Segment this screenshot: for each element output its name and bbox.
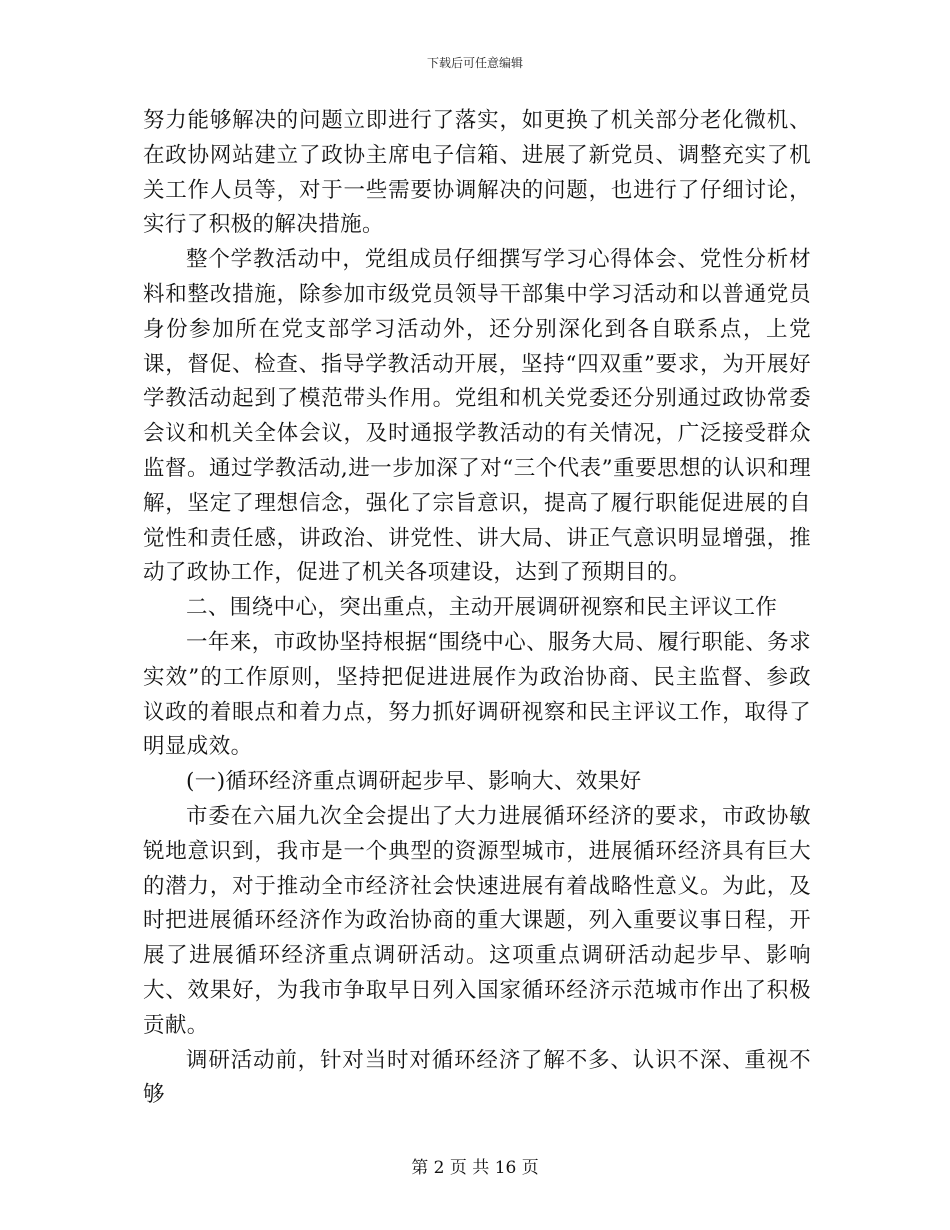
paragraph-2: 整个学教活动中，党组成员仔细撰写学习心得体会、党性分析材料和整改措施，除参加市级党员领导干部集中学习活动和以普通党员身份参加所在党支部学习活动外，还分别深化到各自联系点，上党课，督促、检查、指导学教活动开展，坚持“四双重”要求，为开展好学教活动起到了模范带头作用。党组和机关党委还分别通过政协常委会议和机关全体会议，及时通报学教活动的有关情况，广泛接受群众监督。通过学教活动,进一步加深了对“三个代表”重要思想的认识和理解，坚定了理想信念，强化了宗旨意识，提高了履行职能促进展的自觉性和责任感，讲政治、讲党性、讲大局、讲正气意识明显增强，推动了政协工作，促进了机关各项建设，达到了预期目的。 (143, 247, 811, 586)
paragraph-5: 调研活动前，针对当时对循环经济了解不多、认识不深、重视不够 (143, 1047, 811, 1108)
paragraph-4: 市委在六届九次全会提出了大力进展循环经济的要求，市政协敏锐地意识到，我市是一个典型的资源型城市，进展循环经济具有巨大的潜力，对于推动全市经济社会快速进展有着战略性意义。为此，及时把进展循环经济作为政治协商的重大课题，列入重要议事日程，开展了进展循环经济重点调研活动。这项重点调研活动起步早、影响大、效果好，为我市争取早日列入国家循环经济示范城市作出了积极贡献。 (143, 803, 811, 1038)
subsection-heading-1: (一)循环经济重点调研起步早、影响大、效果好 (186, 769, 642, 795)
paragraph-3: 一年来，市政协坚持根据“围绕中心、服务大局、履行职能、务求实效”的工作原则，坚持把促进进展作为政治协商、民主监督、参政议政的着眼点和着力点，努力抓好调研视察和民主评议工作，取得了明显成效。 (143, 629, 811, 760)
page-header-note: 下载后可任意编辑 (426, 56, 523, 70)
paragraph-1: 努力能够解决的问题立即进行了落实，如更换了机关部分老化微机、在政协网站建立了政协主席电子信箱、进展了新党员、调整充实了机关工作人员等，对于一些需要协调解决的问题，也进行了仔细讨论，实行了积极的解决措施。 (143, 108, 811, 238)
page-number-footer: 第 2 页 共 16 页 (411, 1158, 539, 1178)
document-body (143, 104, 811, 1113)
section-heading-2: 二、围绕中心，突出重点，主动开展调研视察和民主评议工作 (186, 595, 778, 621)
